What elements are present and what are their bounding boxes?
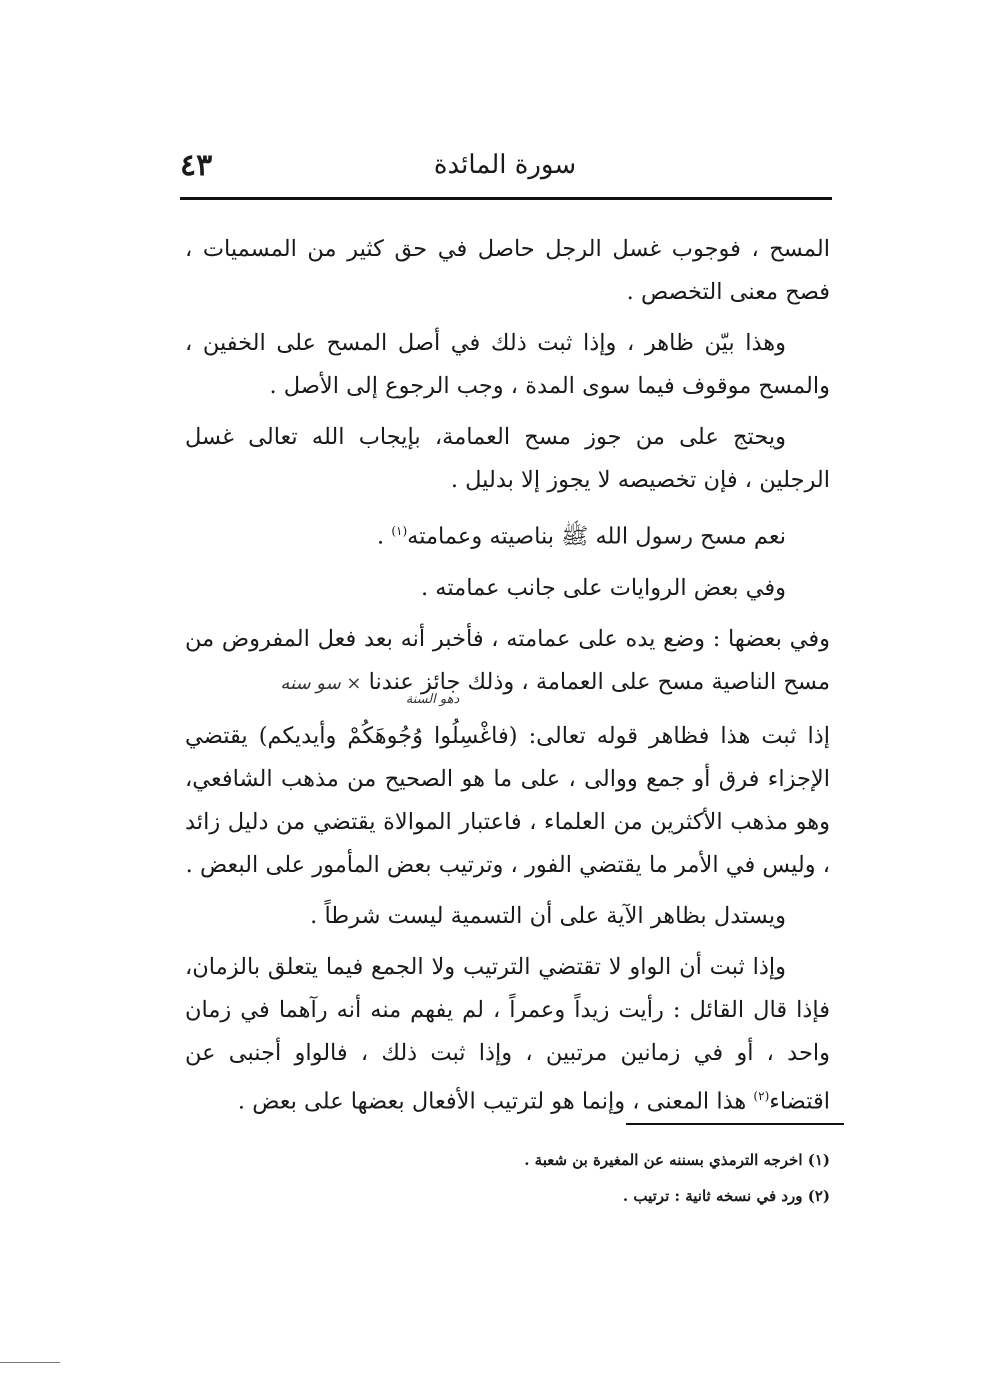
footnote-ref: (٢) bbox=[753, 1088, 770, 1103]
header-rule bbox=[180, 197, 832, 200]
paragraph-text: ويستدل بظاهر الآية على أن التسمية ليست شرطاً . bbox=[310, 902, 786, 929]
paragraph-9 bbox=[185, 946, 830, 1124]
footnote-rule bbox=[626, 1123, 844, 1125]
paragraph-7 bbox=[185, 715, 830, 887]
paragraph-text: وهذا بيّن ظاهر ، وإذا ثبت ذلك في أصل المسح على الخفين ، والمسح موقوف فيما سوى المدة ، وجب الرجوع إلى الأصل . bbox=[185, 330, 830, 399]
handwritten-note: دهو السنة bbox=[405, 691, 460, 707]
running-title: سورة المائدة bbox=[433, 150, 577, 180]
paragraph-text-after: . bbox=[377, 523, 392, 550]
paragraph-text: المسح ، فوجوب غسل الرجل حاصل في حق كثير من المسميات ، فصح معنى التخصص . bbox=[185, 236, 830, 305]
paragraph-text: وفي بعض الروايات على جانب عمامته . bbox=[421, 574, 786, 601]
paragraph-4 bbox=[185, 510, 830, 559]
paragraph-text-after: هذا المعنى ، وإنما هو لترتيب الأفعال بعضها على بعض . bbox=[237, 1088, 754, 1114]
paragraph-text: وإذا ثبت أن الواو لا تقتضي الترتيب ولا الجمع فيما يتعلق بالزمان، فإذا قال القائل : رأيت زيداً وعمراً ، لم يفهم منه أنه رآهما في زمان واحد ، أو في زمانين مرتبين ، وإذا ثبت ذلك ، فالواو أجنبى عن اقتضاء bbox=[185, 953, 830, 1114]
paragraph-3 bbox=[185, 416, 830, 502]
footnotes bbox=[330, 1142, 830, 1214]
footnote-1: (١) اخرجه الترمذي بسننه عن المغيرة بن شعبة . bbox=[524, 1151, 830, 1169]
paragraph-6 bbox=[185, 618, 830, 707]
paragraph-text: ويحتج على من جوز مسح العمامة، بإيجاب الله تعالى غسل الرجلين ، فإن تخصيصه لا يجوز إلا بدليل . bbox=[185, 424, 830, 493]
scan-edge-mark bbox=[0, 1362, 60, 1363]
page-number: ٤٣ bbox=[180, 148, 213, 183]
body-text bbox=[185, 228, 830, 1131]
paragraph-2 bbox=[185, 322, 830, 408]
paragraph-text: نعم مسح رسول الله ﷺ بناصيته وعمامته bbox=[407, 523, 786, 550]
paragraph-8 bbox=[185, 895, 830, 938]
paragraph-text: وفي بعضها : وضع يده على عمامته ، فأخبر أنه بعد فعل المفروض من مسح الناصية مسح على العمامة ، وذلك جائز عندنا bbox=[185, 625, 830, 695]
page-header bbox=[180, 140, 830, 190]
paragraph-text: إذا ثبت هذا فظاهر قوله تعالى: (فاغْسِلُوا وُجُوهَكُمْ وأيديكم) يقتضي الإجزاء فرق أو جمع ووالى ، على ما هو الصحيح من مذهب الشافعي، وهو مذهب الأكثرين من العلماء ، فاعتبار الموالاة يقتضي من دليل زائد ، وليس في الأمر ما يقتضي الفور ، وترتيب بعض المأمور على البعض . bbox=[185, 722, 830, 878]
paragraph-5 bbox=[185, 567, 830, 610]
handwritten-note-tail: × سو سنه bbox=[280, 672, 362, 694]
paragraph-1 bbox=[185, 228, 830, 314]
footnote-ref: (١) bbox=[391, 524, 408, 538]
footnote-2: (٢) ورد في نسخه ثانية : ترتيب . bbox=[622, 1187, 830, 1205]
